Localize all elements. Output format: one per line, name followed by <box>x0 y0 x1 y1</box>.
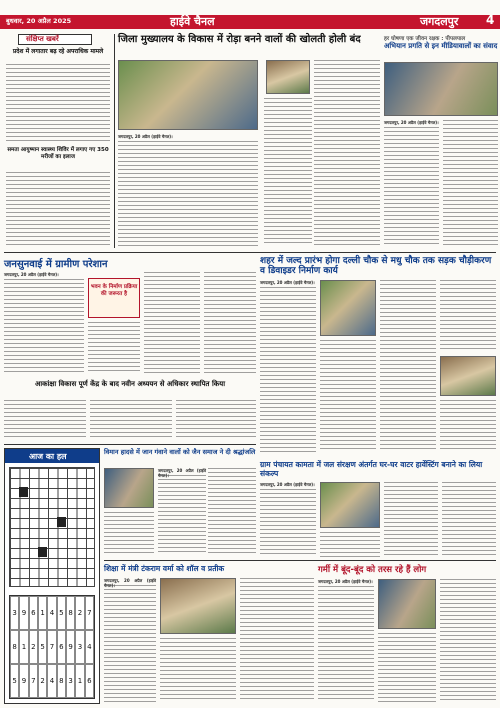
heat-story-photo <box>378 579 436 629</box>
crossword-black-cells-2 <box>57 517 66 527</box>
heat-story-lead: जगदलपुर, 20 अप्रैल (हाईवे चैनल)। <box>318 579 373 584</box>
horizontal-rule-3 <box>104 560 496 561</box>
village-story-body-1 <box>4 279 84 374</box>
plane-story-body-1 <box>158 475 206 553</box>
sudoku-cell: 9 <box>19 596 28 630</box>
shiksha-story <box>104 564 314 704</box>
village-story <box>4 256 256 376</box>
shiksha-story-lead: जगदलपुर, 20 अप्रैल (हाईवे चैनल)। <box>104 578 156 589</box>
village-story-lead: जगदलपुर, 20 अप्रैल (हाईवे चैनल)। <box>4 272 59 277</box>
heat-story-body-1 <box>318 586 374 702</box>
shiksha-story-body-1 <box>104 585 156 702</box>
city-story-body-3 <box>380 280 436 452</box>
water-story-lead: जगदलपुर, 20 अप्रैल (हाईवे चैनल)। <box>260 482 315 487</box>
sudoku-cell: 7 <box>29 664 38 698</box>
sudoku-cell: 2 <box>38 664 47 698</box>
centre-story-body-1 <box>4 400 86 440</box>
water-story-body-3 <box>384 482 438 557</box>
city-story-headline: शहर में जल्द प्रारंभ होगा दल्ली चौक से मधु चौक तक सड़क चौड़ीकरण व डिवाइडर निर्माण कार्य <box>260 256 492 276</box>
sudoku-cell: 2 <box>29 630 38 664</box>
sudoku-cell: 5 <box>57 596 66 630</box>
plane-story <box>104 448 256 556</box>
top-right-headline: अभियान प्रगति से इन मीडियावालों का संवाद <box>384 42 498 50</box>
village-story-body-4 <box>204 272 256 374</box>
crossword-black-cells-3 <box>38 547 47 557</box>
heat-story-body-2 <box>378 633 436 702</box>
city-story-body-2 <box>320 340 376 452</box>
sudoku-cell: 4 <box>47 596 56 630</box>
city-story-body-1 <box>260 287 316 452</box>
top-right-kicker: हर घोषणा एक जीवन रक्षक : पीपलपाल <box>384 36 466 42</box>
sudoku-cell: 7 <box>47 630 56 664</box>
plane-story-body-2 <box>208 468 256 553</box>
water-story-body-2 <box>320 532 380 557</box>
plane-story-headline: विमान हादसे में जान गंवाने वालों को जैन समाज ने दी श्रद्धांजलि <box>104 448 256 456</box>
centre-story <box>4 380 256 440</box>
top-right-lead: जगदलपुर, 20 अप्रैल (हाईवे चैनल)। <box>384 120 439 125</box>
shiksha-story-body-2 <box>160 638 236 702</box>
main-story <box>118 34 380 248</box>
main-story-photo <box>118 60 258 130</box>
plane-story-lead: जगदलपुर, 20 अप्रैल (हाईवे चैनल)। <box>158 468 206 479</box>
crossword-black-cells <box>19 487 28 497</box>
city-story-lead: जगदलपुर, 20 अप्रैल (हाईवे चैनल)। <box>260 280 315 285</box>
centre-story-body-3 <box>176 400 256 440</box>
centre-story-headline: आकांक्षा विकास पूर्ण केंद्र के बाद नवीन अध्ययन से अधिकार स्थापित किया <box>34 380 226 388</box>
top-right-body-2 <box>443 120 498 247</box>
masthead-page-number: 4 <box>486 13 495 27</box>
shiksha-story-headline: शिक्षा में मंत्री टंकराम वर्मा को शॉल व प्रतीक <box>104 564 225 573</box>
village-story-body-3 <box>144 272 200 374</box>
heat-story-headline: गर्मी में बूंद-बूंद को तरस रहे हैं लोग <box>318 565 427 575</box>
main-story-body-mid <box>264 98 312 246</box>
water-story <box>260 460 496 560</box>
sudoku-cell: 5 <box>38 630 47 664</box>
top-right-body-1 <box>384 127 439 247</box>
sudoku-cell: 6 <box>29 596 38 630</box>
village-story-headline: जनसुनवाई में ग्रामीण परेशान <box>4 259 108 270</box>
briefs-header: संक्षिप्त खबरें <box>26 35 59 43</box>
masthead-city: जगदलपुर <box>420 15 459 28</box>
main-story-lead: जगदलपुर, 20 अप्रैल (हाईवे चैनल)। <box>118 134 173 139</box>
water-story-photo <box>320 482 380 528</box>
sudoku-cell: 9 <box>19 664 28 698</box>
shiksha-story-body-3 <box>240 578 314 702</box>
sudoku-cell: 3 <box>10 596 19 630</box>
sudoku-cell: 9 <box>66 630 75 664</box>
city-story-body-4 <box>440 280 496 352</box>
main-story-portrait <box>266 60 310 94</box>
sudoku-cell: 8 <box>66 596 75 630</box>
crossword-grid <box>9 467 95 587</box>
plane-story-photo <box>104 468 154 508</box>
top-right-story <box>384 34 498 248</box>
water-story-headline: ग्राम पंचायत कामता में जल संरक्षण अंतर्गत घर-घर वाटर हार्वेस्टिंग बनाने का लिया संकल्प <box>260 460 483 478</box>
masthead <box>0 0 500 30</box>
puzzle-box <box>4 448 100 704</box>
sudoku-cell: 2 <box>75 596 84 630</box>
sudoku-cell: 1 <box>75 664 84 698</box>
shiksha-story-photo <box>160 578 236 634</box>
brief-2-body <box>6 172 110 248</box>
puzzle-title: आज का हल <box>29 452 67 461</box>
brief-2-headline: समता आयुष्मान स्वास्थ्य शिविर में लगाए गए 350 मरीजों का इलाज <box>7 147 109 160</box>
water-story-body-1 <box>260 489 316 557</box>
sudoku-cell: 7 <box>85 596 94 630</box>
sudoku-cell: 8 <box>57 664 66 698</box>
sudoku-cell: 6 <box>85 664 94 698</box>
village-story-callout-text: भवन के निर्माण प्रक्रिया की जरूरत है <box>90 284 138 297</box>
masthead-date: बुधवार, 20 अप्रैल 2025 <box>6 17 72 25</box>
sudoku-cell: 1 <box>38 596 47 630</box>
brief-1-body <box>6 64 110 144</box>
sudoku-cell: 4 <box>85 630 94 664</box>
sudoku-cell: 5 <box>10 664 19 698</box>
column-divider <box>114 34 115 248</box>
brief-1-headline: प्रदेश में लगातार बढ़ रहे अपराधिक मामले <box>12 48 104 55</box>
masthead-brand: हाईवे चैनल <box>170 15 215 28</box>
city-story-body-5 <box>440 400 496 452</box>
city-story-photo-2 <box>440 356 496 396</box>
water-story-body-4 <box>442 482 496 557</box>
sudoku-cell: 8 <box>10 630 19 664</box>
plane-story-body-3 <box>104 512 154 553</box>
top-right-photo <box>384 62 498 116</box>
village-story-body-2 <box>88 322 140 374</box>
sudoku-cell: 6 <box>57 630 66 664</box>
heat-story-body-3 <box>440 579 496 702</box>
horizontal-rule-1 <box>4 252 496 253</box>
main-story-headline: जिला मुख्यालय के विकास में रोड़ा बनने वालों की खोलती होली बंद <box>118 34 361 45</box>
main-story-body-right <box>314 60 380 246</box>
heat-story <box>318 564 496 704</box>
city-story-photo <box>320 280 376 336</box>
city-story <box>260 256 496 456</box>
sudoku-cell: 3 <box>66 664 75 698</box>
sudoku-cell: 3 <box>75 630 84 664</box>
main-story-body-left <box>118 141 258 246</box>
briefs-column <box>4 34 112 248</box>
sudoku-cell: 1 <box>19 630 28 664</box>
sudoku-cell: 4 <box>47 664 56 698</box>
centre-story-body-2 <box>90 400 172 440</box>
horizontal-rule-2 <box>4 444 256 445</box>
sudoku-grid <box>9 595 95 699</box>
